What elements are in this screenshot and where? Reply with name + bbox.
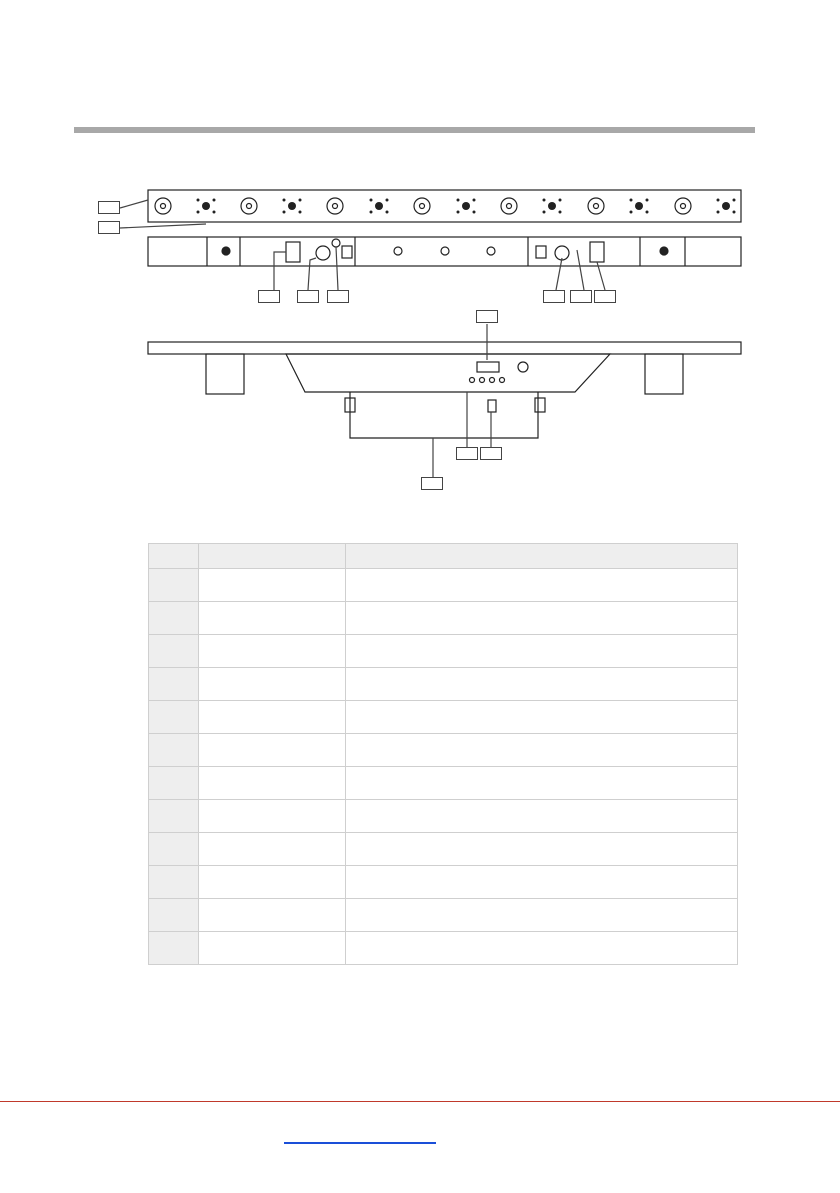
row-description [346, 635, 738, 668]
callout-11 [480, 447, 502, 460]
table-row [149, 569, 738, 602]
table-row [149, 866, 738, 899]
row-name [199, 767, 346, 800]
row-name [199, 932, 346, 965]
row-name [199, 668, 346, 701]
table-row [149, 668, 738, 701]
rear-view [148, 237, 741, 290]
table-row [149, 635, 738, 668]
table-row [149, 932, 738, 965]
row-description [346, 767, 738, 800]
row-description [346, 701, 738, 734]
row-description [346, 668, 738, 701]
row-num [149, 734, 199, 767]
row-name [199, 635, 346, 668]
row-description [346, 800, 738, 833]
row-description [346, 569, 738, 602]
front-led-clusters [197, 199, 736, 214]
callout-7 [570, 290, 592, 303]
row-num [149, 899, 199, 932]
row-description [346, 734, 738, 767]
row-num [149, 800, 199, 833]
row-name [199, 701, 346, 734]
callout-1 [98, 201, 120, 214]
row-num [149, 635, 199, 668]
table-row [149, 800, 738, 833]
callout-10 [456, 447, 478, 460]
table-row [149, 602, 738, 635]
row-num [149, 932, 199, 965]
row-num [149, 569, 199, 602]
row-description [346, 899, 738, 932]
table-row [149, 833, 738, 866]
row-description [346, 602, 738, 635]
fixture-diagram [0, 0, 840, 500]
row-num [149, 602, 199, 635]
row-num [149, 866, 199, 899]
table-row [149, 734, 738, 767]
footer-link[interactable] [284, 1126, 436, 1144]
row-name [199, 800, 346, 833]
callout-8 [594, 290, 616, 303]
callout-5 [327, 290, 349, 303]
row-name [199, 866, 346, 899]
callout-4 [297, 290, 319, 303]
row-name [199, 602, 346, 635]
table-header-row [149, 544, 738, 569]
table-row [149, 767, 738, 800]
row-name [199, 569, 346, 602]
header-description [346, 544, 738, 569]
callout-3 [258, 290, 280, 303]
table-row [149, 899, 738, 932]
header-num [149, 544, 199, 569]
row-description [346, 833, 738, 866]
footer-rule [0, 1101, 840, 1102]
front-lens-row [155, 198, 691, 214]
row-name [199, 833, 346, 866]
callout-9 [476, 310, 498, 323]
front-view [120, 190, 741, 228]
header-name [199, 544, 346, 569]
row-num [149, 833, 199, 866]
callout-2 [98, 221, 120, 234]
parts-table [148, 543, 738, 965]
row-num [149, 767, 199, 800]
table-row [149, 701, 738, 734]
row-name [199, 899, 346, 932]
row-description [346, 866, 738, 899]
top-view [148, 324, 741, 478]
callout-12 [421, 477, 443, 490]
row-num [149, 668, 199, 701]
callout-6 [543, 290, 565, 303]
row-description [346, 932, 738, 965]
row-num [149, 701, 199, 734]
row-name [199, 734, 346, 767]
